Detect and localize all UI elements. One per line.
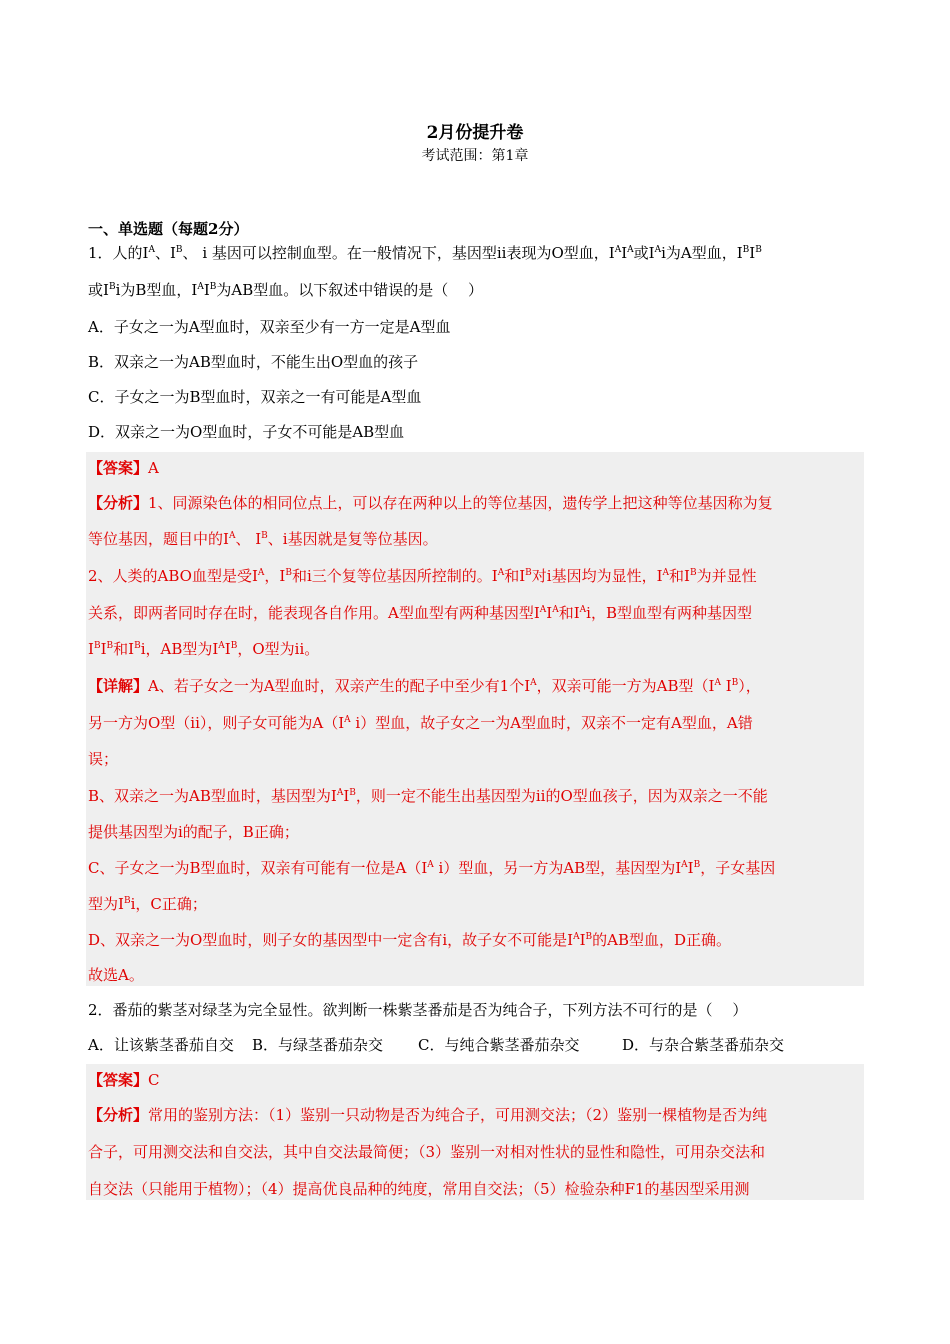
- q1-detail-a-line2: 另一方为O型（ii），则子女可能为$A(I^A$ i）型血，故子女之一为A型血时，双亲不一定有A型血，A错: [88, 714, 753, 732]
- q1-stem-line2: 或$I^Bi$为B型血，$I^AI^B$为AB型血。以下叙述中错误的是（ ）: [88, 281, 484, 299]
- q1-detail-d: D、双亲之一为O型血时，则子女的基因型中一定含有i，故子女不可能是$I^AI^B$的AB型血，D正确。: [88, 931, 732, 949]
- q1-option-d: D．双亲之一为O型血时，子女不可能是AB型血: [88, 423, 405, 441]
- q2-stem: 2．番茄的紫茎对绿茎为完全显性。欲判断一株紫茎番茄是否为纯合子，下列方法不可行的是（ ）: [88, 1001, 748, 1019]
- detail-tag: 【详解】: [88, 677, 149, 695]
- exam-scope: 考试范围：第1章: [421, 148, 529, 164]
- q1-analysis-line1: 【分析】1、同源染色体的相同位点上，可以存在两种以上的等位基因，遗传学上把这种等位基因称为复: [88, 494, 773, 512]
- q1-detail-b-line2: 提供基因型为i的配子，B正确；: [88, 823, 299, 841]
- q2-answer: [88, 1070, 160, 1090]
- q2-option-a: A．让该紫茎番茄自交: [88, 1036, 234, 1054]
- answer-tag: 【答案】: [88, 1071, 149, 1089]
- analysis-tag: 【分析】: [88, 1106, 149, 1124]
- q1-analysis-line3: 2、人类的ABO血型是受$I^A$，$I^B$和i三个复等位基因所控制的。$I^A$和$I^B$对i基因均为显性，$I^A$和$I^B$为并显性: [88, 567, 757, 585]
- q1-analysis-line2: 等位基因，题目中的Ⅰ$^A$、 Ⅰ$^B$、i基因就是复等位基因。: [88, 530, 438, 548]
- q1-stem-line1: 1．人的$I^A$、$I^B$、 i 基因可以控制血型。在一般情况下，基因型ii表现为O型血，$I^AI^A$或$I^Ai$为A型血，$I^BI^B$: [88, 244, 762, 262]
- q2-analysis-line2: 合子，可用测交法和自交法，其中自交法最简便；（3）鉴别一对相对性状的显性和隐性，可用杂交法和: [88, 1143, 766, 1161]
- q1-detail-a-line3: 误；: [88, 750, 119, 768]
- q2-option-d: D．与杂合紫茎番茄杂交: [622, 1036, 785, 1054]
- q2-analysis-line1: 【分析】常用的鉴别方法：（1）鉴别一只动物是否为纯合子，可用测交法；（2）鉴别一棵植物是否为纯: [88, 1106, 768, 1124]
- q1-analysis-line4: 关系，即两者同时存在时，能表现各自作用。A型血型有两种基因型$I^AI^A$和$I^Ai$，B型血型有两种基因型: [88, 604, 752, 622]
- q1-detail-b-line1: B、双亲之一为AB型血时，基因型为$I^AI^B$，则一定不能生出基因型为ii的O型血孩子，因为双亲之一不能: [88, 787, 768, 805]
- answer-tag: 【答案】: [88, 459, 149, 477]
- q1-answer: [88, 458, 159, 478]
- q1-analysis-line5: $I^BI^B$和$I^Bi$，AB型为$I^AI^B$，O型为ii。: [88, 640, 320, 658]
- q2-option-b: B．与绿茎番茄杂交: [252, 1036, 384, 1054]
- q2-option-c: C．与纯合紫茎番茄杂交: [418, 1036, 580, 1054]
- q1-detail-a-line1: 【详解】A、若子女之一为A型血时，双亲产生的配子中至少有1个$I^A$，双亲可能一方为AB型（$I^A$ $I^B$），: [88, 677, 761, 695]
- page-title: 2月份提升卷: [426, 123, 524, 143]
- q1-option-b: B．双亲之一为AB型血时，不能生出O型血的孩子: [88, 353, 419, 371]
- q2-analysis-line3: 自交法（只能用于植物）；（4）提高优良品种的纯度，常用自交法；（5）检验杂种F1的基因型采用测: [88, 1180, 750, 1198]
- q1-option-c: C．子女之一为B型血时，双亲之一有可能是A型血: [88, 388, 422, 406]
- answer-value: C: [148, 1071, 160, 1089]
- analysis-tag: 【分析】: [88, 494, 149, 512]
- section-heading: 一、单选题（每题2分）: [88, 220, 249, 238]
- q1-option-a: A．子女之一为A型血时，双亲至少有一方一定是A型血: [88, 318, 451, 336]
- q1-detail-c-line1: C、子女之一为B型血时，双亲有可能有一位是$A(I^A$ i）型血，另一方为AB型，基因型为$I^AI^B$，子女基因: [88, 859, 776, 877]
- q1-detail-c-line2: 型为$I^Bi$，C正确；: [88, 895, 207, 913]
- q1-conclusion: 故选A。: [88, 966, 144, 984]
- answer-value: A: [148, 459, 159, 477]
